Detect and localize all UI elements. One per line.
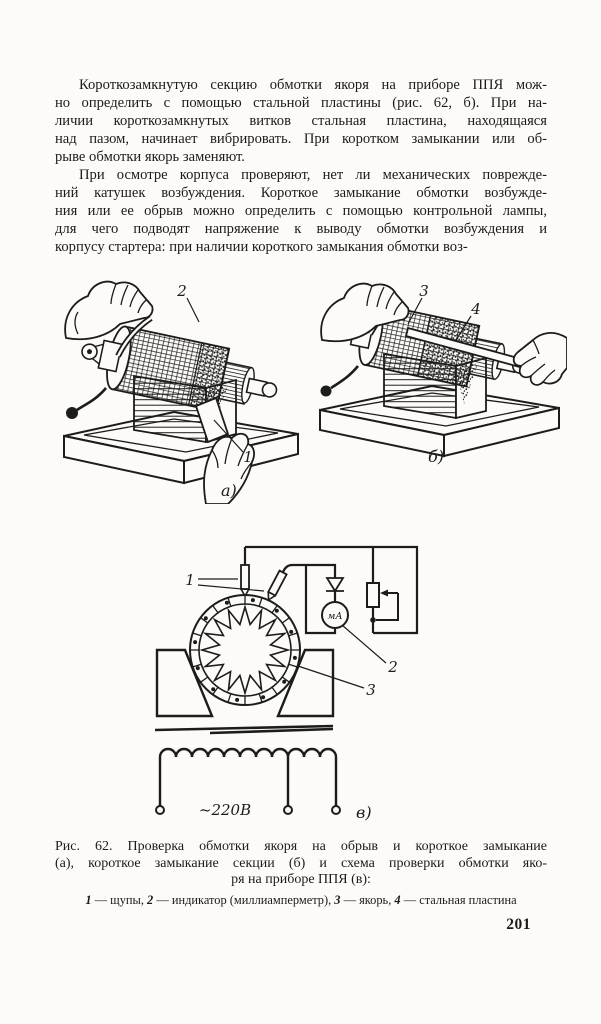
leader-line: [198, 579, 264, 591]
transformer-leads: [160, 757, 336, 806]
meter-label: мА: [327, 611, 343, 622]
legend-item: 1 — щупы,: [85, 893, 148, 907]
callout-probe-a: 1: [243, 448, 253, 466]
transformer-coil: [160, 749, 336, 757]
callout-probes: 1: [185, 571, 195, 589]
paragraph-line: корпусу стартера: при наличии короткого замыкания обмотки воз-: [55, 239, 468, 255]
terminal: [156, 806, 164, 814]
panel-b-label: б): [428, 447, 445, 466]
body-text: [55, 76, 547, 256]
page-number: 201: [506, 916, 531, 933]
crank-ball: [66, 407, 78, 419]
voltage-label: ~220В: [198, 801, 252, 819]
crank-arm: [77, 388, 106, 410]
crank-arm: [331, 366, 358, 388]
armature-test-illustration-a: [56, 276, 306, 504]
paragraph-line: для чего подводят напряжение к выводу обмотки возбуждения и: [55, 221, 547, 237]
panel-v-label: в): [356, 803, 372, 822]
paragraph-line: ний катушек возбуждения. Короткое замыкание обмотки возбужде-: [55, 185, 547, 201]
legend-item: 2 — индикатор (миллиамперметр),: [147, 893, 335, 907]
panel-a-label: а): [221, 481, 237, 500]
paragraph-line: но определить с помощью стальной пластины (рис. 62, б). При на-: [55, 95, 547, 111]
figure-panel-a: [56, 276, 306, 504]
rheostat: [367, 583, 379, 607]
legend-item: 3 — якорь,: [334, 893, 395, 907]
junction-dot: [370, 617, 376, 623]
rheostat-arrow: [380, 590, 388, 597]
legend-item: 4 — стальная пластина: [394, 893, 517, 907]
paragraph-line: При осмотре корпуса проверяют, нет ли механических поврежде-: [79, 167, 547, 183]
figure-caption: [55, 839, 547, 889]
paragraph-line: Короткозамкнутую секцию обмотки якоря на приборе ППЯ мож-: [79, 77, 547, 93]
figure-legend: [43, 893, 559, 907]
paragraph-line: над пазом, начинает вибрировать. При коротком замыкании или об-: [55, 131, 547, 147]
callout-armature: 3: [366, 681, 376, 699]
caption-line: ря на приборе ППЯ (в):: [231, 872, 371, 887]
crank-ball: [321, 386, 332, 397]
caption-line: Рис. 62. Проверка обмотки якоря на обрыв и короткое замыкание: [55, 839, 547, 854]
test-circuit-schematic: [130, 535, 430, 825]
armature-test-illustration-b: [312, 278, 567, 478]
callout-armature-b: 3: [419, 282, 429, 300]
diode: [326, 578, 344, 591]
paragraph-line: личии короткозамкнутых витков стальная пластина, находящаяся: [55, 113, 547, 129]
hand-with-plate: [514, 333, 567, 385]
armature-teeth: [202, 607, 288, 693]
leader-line: [187, 298, 199, 322]
leader-line: [342, 625, 386, 663]
figure-panel-v: [130, 535, 430, 825]
paragraph-line: рыве обмотки якорь заменяют.: [55, 149, 245, 165]
callout-indicator: 2: [388, 658, 398, 676]
probe-2: [265, 571, 287, 602]
callout-armature-a: 2: [177, 282, 187, 300]
terminal: [284, 806, 292, 814]
paragraph-line: ния или ее обрыв можно определить с помощью контрольной лампы,: [55, 203, 547, 219]
callout-plate-b: 4: [471, 300, 481, 318]
caption-line: (а), короткое замыкание секции (б) и схема проверки обмотки яко-: [55, 855, 547, 871]
figure-panel-b: [312, 278, 567, 478]
transformer-core: [155, 726, 333, 733]
terminal: [332, 806, 340, 814]
probe-1: [241, 565, 249, 589]
